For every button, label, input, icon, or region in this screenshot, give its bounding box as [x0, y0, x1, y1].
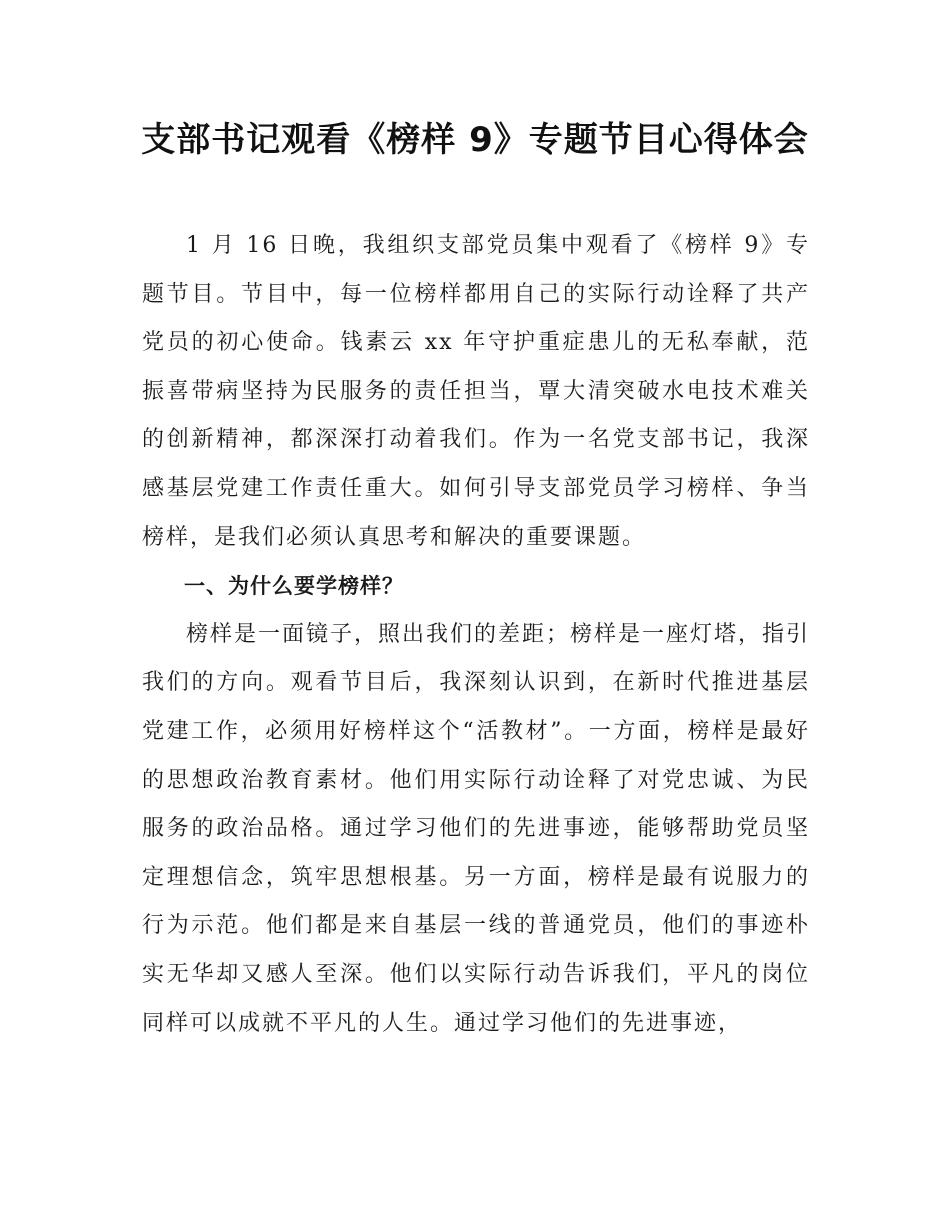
section-heading: 一、为什么要学榜样？ — [184, 574, 404, 599]
paragraph-why-learn: 榜样是一面镜子，照出我们的差距；榜样是一座灯塔，指引我们的方向。观看节目后，我深刻认识到，在新时代推进基层党建工作，必须用好榜样这个“活教材”。一方面，榜样是最好的思想政治教育素材。他们用实际行动诠释了对党忠诚、为民服务的政治品格。通过学习他们的先进事迹，能够帮助党员坚定理想信念，筑牢思想根基。另一方面，榜样是最有说服力的行为示范。他们都是来自基层一线的普通党员，他们的事迹朴实无华却又感人至深。他们以实际行动告诉我们，平凡的岗位同样可以成就不平凡的人生。通过学习他们的先进事迹， — [142, 621, 811, 1036]
document-body — [142, 222, 810, 1048]
document-title: 支部书记观看《榜样 9》专题节目心得体会 — [141, 120, 809, 160]
paragraph-intro: 1 月 16 日晚，我组织支部党员集中观看了《榜样 9》专题节目。节目中，每一位榜样都用自己的实际行动诠释了共产党员的初心使命。钱素云 xx 年守护重症患儿的无私奉献，范振喜带病坚持为民服务的责任担当，覃大清突破水电技术难关的创新精神，都深深打动着我们。作为一名党支部书记，我深感基层党建工作责任重大。如何引导支部党员学习榜样、争当榜样，是我们必须认真思考和解决的重要课题。 — [142, 233, 810, 550]
